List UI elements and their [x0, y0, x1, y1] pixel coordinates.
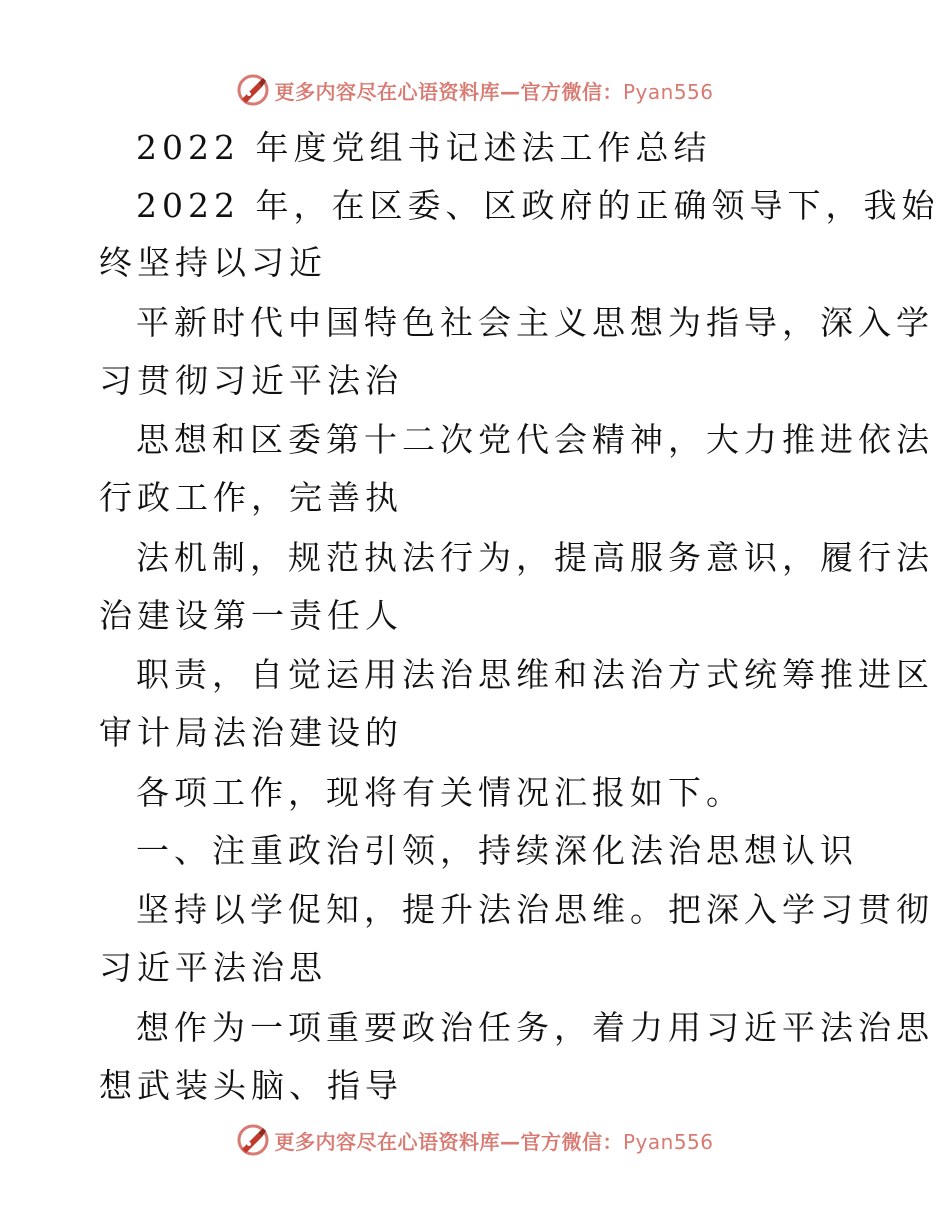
- paragraph-line: 习近平法治思: [99, 948, 327, 987]
- pen-circle-logo-icon: [236, 73, 270, 107]
- footer-watermark-banner: [0, 1120, 950, 1160]
- document-title: 2022 年度党组书记述法工作总结: [136, 128, 712, 167]
- paragraph-line: 2022 年，在区委、区政府的正确领导下，我始: [136, 186, 940, 225]
- header-watermark-banner: [0, 70, 950, 110]
- paragraph-line: 职责，自觉运用法治思维和法治方式统筹推进区: [136, 655, 934, 694]
- paragraph-line: 想武装头脑、指导: [99, 1066, 403, 1105]
- section-heading: 一、注重政治引领，持续深化法治思想认识: [136, 831, 858, 870]
- pen-circle-logo-icon: [236, 1123, 270, 1157]
- paragraph-line: 行政工作，完善执: [99, 478, 403, 517]
- paragraph-line: 习贯彻习近平法治: [99, 361, 403, 400]
- banner-text: 更多内容尽在心语资料库—官方微信：Pyan556: [274, 1129, 714, 1154]
- paragraph-line: 各项工作，现将有关情况汇报如下。: [136, 773, 744, 812]
- paragraph-line: 想作为一项重要政治任务，着力用习近平法治思: [136, 1008, 934, 1047]
- paragraph-line: 终坚持以习近: [99, 243, 327, 282]
- paragraph-line: 法机制，规范执法行为，提高服务意识，履行法: [136, 538, 934, 577]
- paragraph-line: 坚持以学促知，提升法治思维。把深入学习贯彻: [136, 890, 934, 929]
- paragraph-line: 思想和区委第十二次党代会精神，大力推进依法: [136, 420, 934, 459]
- paragraph-line: 平新时代中国特色社会主义思想为指导，深入学: [136, 303, 934, 342]
- paragraph-line: 审计局法治建设的: [99, 713, 403, 752]
- paragraph-line: 治建设第一责任人: [99, 596, 403, 635]
- banner-text: 更多内容尽在心语资料库—官方微信：Pyan556: [274, 79, 714, 104]
